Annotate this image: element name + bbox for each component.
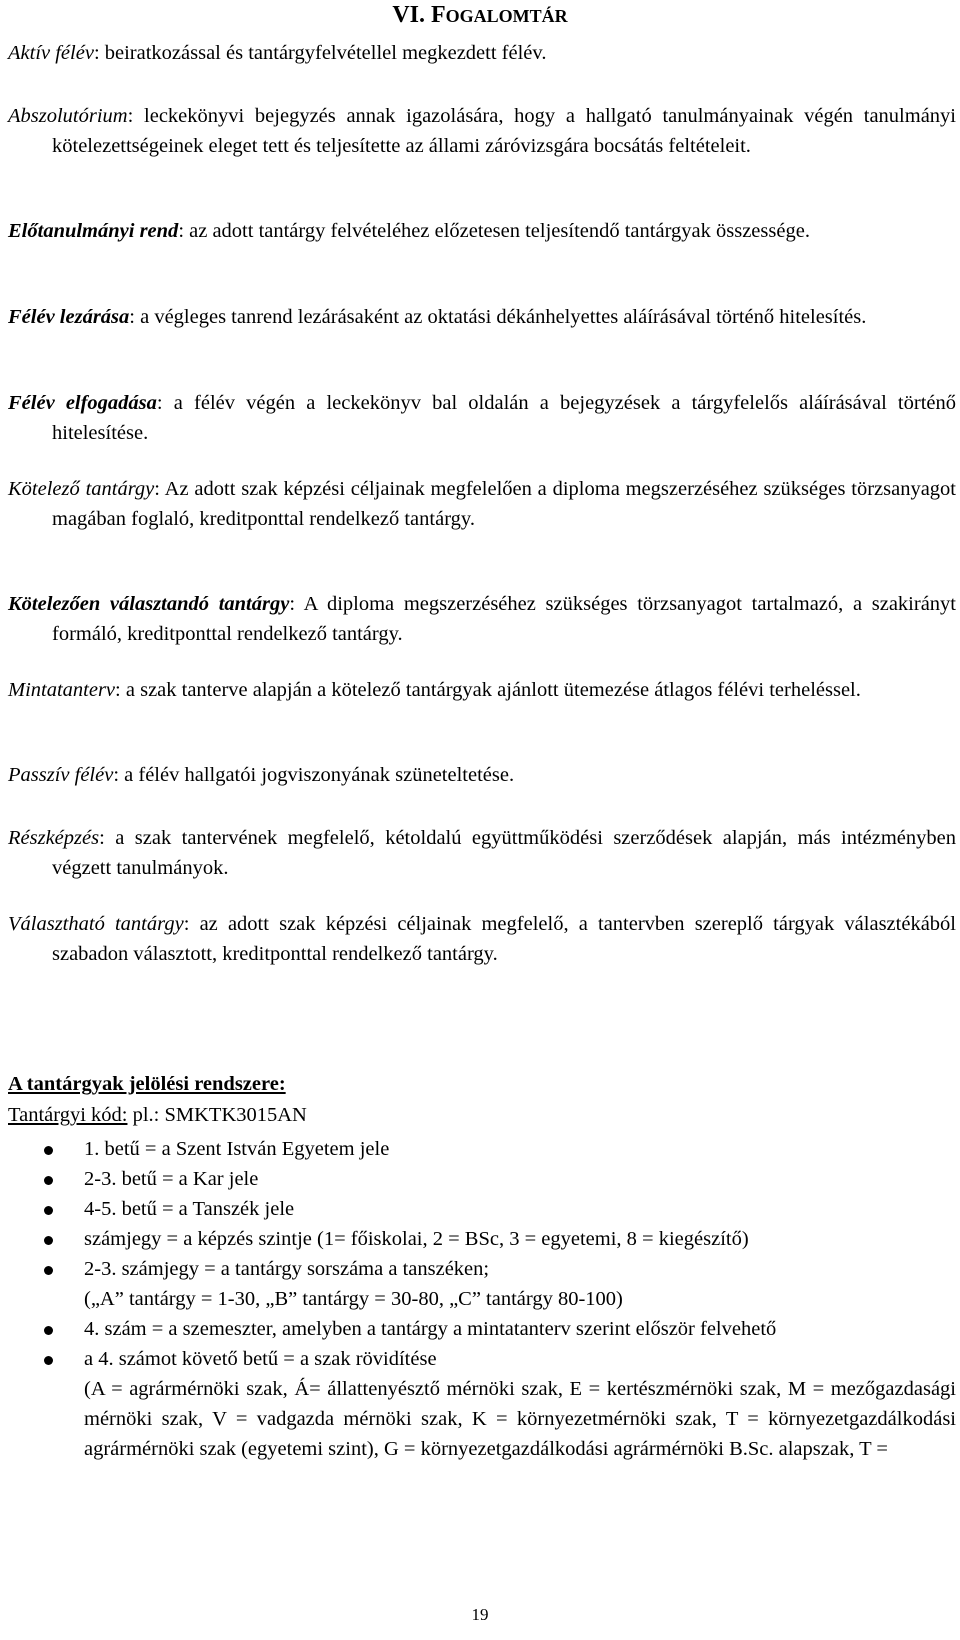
glossary-definition: : leckekönyvi bejegyzés annak igazolására, hogy a hallgató tanulmányainak végén tanulmányi kötelezettségeinek eleget tett és teljesítette az állami záróvizsgára bocsátás feltételeit. xyxy=(52,105,956,157)
glossary-entry xyxy=(8,302,956,332)
coding-rules-list xyxy=(0,1134,956,1464)
code-example: pl.: SMKTK3015AN xyxy=(127,1104,307,1126)
glossary-entry xyxy=(8,823,956,883)
glossary-term: Aktív félév xyxy=(8,42,94,64)
coding-rule-text: 2-3. betű = a Kar jele xyxy=(84,1168,259,1190)
bullet-icon xyxy=(44,1176,53,1185)
glossary-term: Félév elfogadása xyxy=(8,392,157,414)
glossary-definition: : a szak tanterve alapján a kötelező tantárgyak ajánlott ütemezése átlagos félévi terheléssel. xyxy=(115,679,861,701)
glossary-term: Abszolutórium xyxy=(8,105,128,127)
coding-rule-text: 4-5. betű = a Tanszék jele xyxy=(84,1198,295,1220)
coding-rule-item xyxy=(0,1224,956,1254)
title-first: VI. F xyxy=(392,2,446,28)
coding-rule-item xyxy=(0,1314,956,1344)
bullet-icon xyxy=(44,1266,53,1275)
glossary-entry xyxy=(8,675,956,705)
coding-rule-item xyxy=(0,1134,956,1164)
coding-rule-text: (A = agrármérnöki szak, Á= állattenyésztő mérnöki szak, E = kertészmérnöki szak, M = mezőgazdasági mérnöki szak, V = vadgazda mérnöki szak, K = környezetmérnöki szak, T = környezetgazdálkodási agrármérnöki szak (egyetemi szint), G = környezetgazdálkodási agrármérnöki B.Sc. alapszak, T = xyxy=(84,1378,956,1460)
glossary-entry xyxy=(8,388,956,448)
page-number: 19 xyxy=(471,1605,489,1624)
glossary-entry xyxy=(8,589,956,649)
bullet-icon xyxy=(44,1206,53,1215)
bullet-icon xyxy=(44,1236,53,1245)
glossary-definition: : az adott szak képzési céljainak megfelelő, a tantervben szereplő tárgyak választékából szabadon választott, kreditponttal rendelkező tantárgy. xyxy=(52,913,956,965)
glossary-term: Kötelezően választandó tantárgy xyxy=(8,593,290,615)
code-label: Tantárgyi kód: xyxy=(8,1104,128,1126)
coding-rule-text: 1. betű = a Szent István Egyetem jele xyxy=(84,1138,390,1160)
coding-rule-item xyxy=(0,1254,956,1314)
bullet-icon xyxy=(44,1146,53,1155)
coding-rule-item xyxy=(0,1344,956,1464)
code-line xyxy=(8,1100,307,1130)
glossary-entry xyxy=(8,760,956,790)
glossary-entry xyxy=(8,101,956,161)
glossary-definition: : Az adott szak képzési céljainak megfelelően a diploma megszerzéséhez szükséges törzsanyagot magában foglaló, kreditponttal rendelkező tantárgy. xyxy=(52,478,957,530)
title-rest: OGALOMTÁR xyxy=(445,6,568,26)
bullet-icon xyxy=(44,1326,53,1335)
glossary-term: Részképzés xyxy=(8,827,100,849)
glossary-entry xyxy=(8,38,956,68)
coding-rule-text: számjegy = a képzés szintje (1= főiskolai, 2 = BSc, 3 = egyetemi, 8 = kiegészítő) xyxy=(84,1228,749,1250)
coding-rule-item xyxy=(0,1164,956,1194)
coding-rule-text: 4. szám = a szemeszter, amelyben a tantárgy a mintatanterv szerint először felvehető xyxy=(84,1318,777,1340)
glossary-entry xyxy=(8,216,956,246)
glossary-definition: : az adott tantárgy felvételéhez előzetesen teljesítendő tantárgyak összessége. xyxy=(178,220,810,242)
glossary-definition: : a félév hallgatói jogviszonyának szüneteltetése. xyxy=(113,764,515,786)
glossary-entry xyxy=(8,474,956,534)
page-title xyxy=(0,0,960,31)
bullet-icon xyxy=(44,1356,53,1365)
glossary-definition: : beiratkozással és tantárgyfelvétellel megkezdett félév. xyxy=(93,42,547,64)
glossary-definition: : a végleges tanrend lezárásaként az oktatási dékánhelyettes aláírásával történő hitelesítés. xyxy=(129,306,867,328)
coding-rule-item xyxy=(0,1194,956,1224)
glossary-definition: : a félév végén a leckekönyv bal oldalán a bejegyzések a tárgyfelelős aláírásával történő hitelesítése. xyxy=(52,392,956,444)
glossary-definition: : A diploma megszerzéséhez szükséges törzsanyagot tartalmazó, a szakirányt formáló, kreditponttal rendelkező tantárgy. xyxy=(52,593,956,645)
coding-heading: A tantárgyak jelölési rendszere: xyxy=(8,1073,286,1095)
glossary-term: Választható tantárgy xyxy=(8,913,184,935)
glossary-term: Félév lezárása xyxy=(8,306,130,328)
coding-rule-text: („A” tantárgy = 1-30, „B” tantárgy = 30-80, „C” tantárgy 80-100) xyxy=(84,1288,623,1310)
glossary-entry xyxy=(8,909,956,969)
glossary-definition: : a szak tantervének megfelelő, kétoldalú együttműködési szerződések alapján, más intézményben végzett tanulmányok. xyxy=(52,827,956,879)
coding-rule-text: 2-3. számjegy = a tantárgy sorszáma a tanszéken; xyxy=(84,1258,490,1280)
glossary-term: Passzív félév xyxy=(8,764,114,786)
glossary-term: Mintatanterv xyxy=(8,679,116,701)
glossary-term: Kötelező tantárgy xyxy=(8,478,155,500)
glossary-term: Előtanulmányi rend xyxy=(8,220,179,242)
coding-rule-text: a 4. számot követő betű = a szak rövidítése xyxy=(84,1348,437,1370)
